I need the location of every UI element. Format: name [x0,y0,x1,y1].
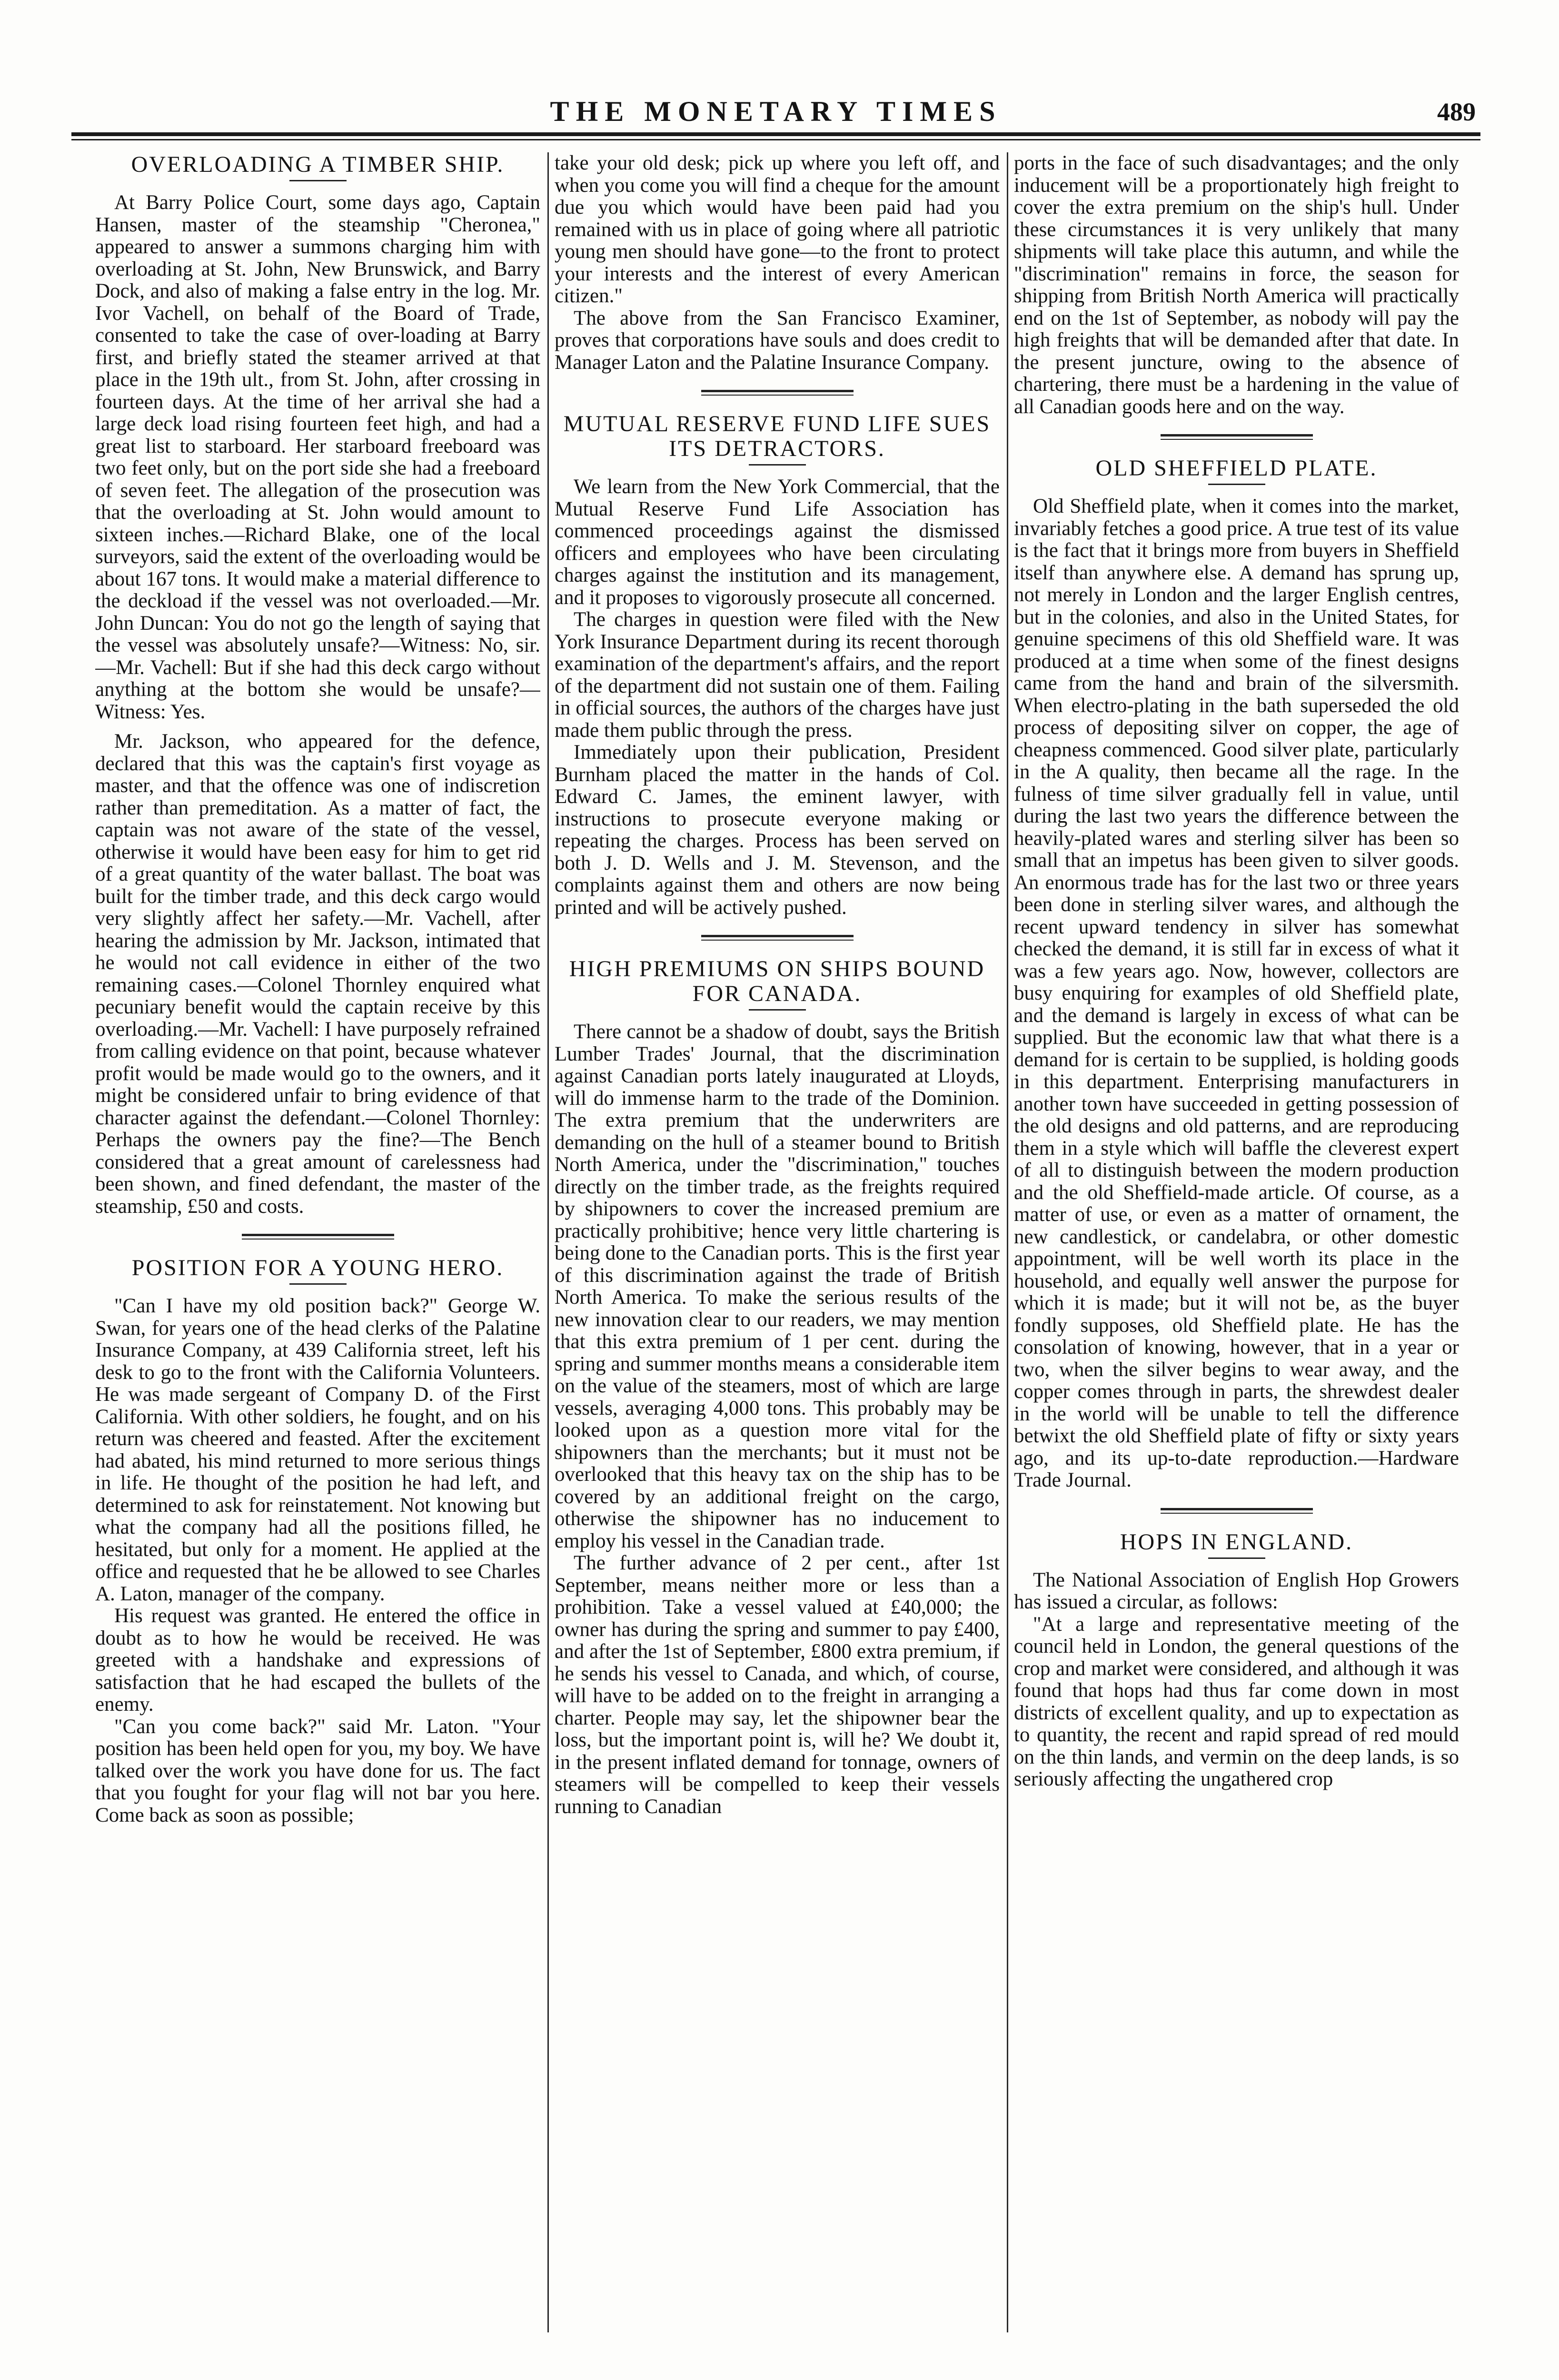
article-paragraph: "At a large and representative meeting of the council held in London, the general questions of the crop and market were considered, and although it was found that hops had thus far come down in most districts of excellent quality, and up to expectation as to quantity, the recent and rapid spread of red mould on the thin lands, and vermin on the deep lands, is so seriously affecting the ungathered crop [1014,1613,1459,1790]
column-2 [555,152,1000,2332]
article-title: POSITION FOR A YOUNG HERO. [131,1255,504,1280]
article-paragraph: The National Association of English Hop Growers has issued a circular, as follows: [1014,1568,1459,1613]
article-paragraph: Mr. Jackson, who appeared for the defence, declared that this was the captain's first voyage as master, and that the offence was one of indiscretion rather than premeditation. As a matter of fact, the captain was not aware of the state of the vessel, otherwise it would have been easy for him to get rid of a great quantity of the water ballast. The boat was built for the timber trade, and this deck cargo would very slightly affect her safety.—Mr. Vachell, after hearing the admission by Mr. Jackson, intimated that he would not call evidence in either of the two remaining cases.—Colonel Thornley enquired what pecuniary benefit would the captain receive by this overloading.—Mr. Vachell: I have purposely refrained from calling evidence on that point, because whatever profit would be made would go to the owners, and it might be considered unfair to bring evidence of that character against the defendant.—Colonel Thornley: Perhaps the owners pay the fine?—The Bench considered that a great amount of carelessness had been shown, and fined defendant, the master of the steamship, £50 and costs. [95,730,540,1218]
article-separator [1161,434,1313,440]
article-title: OLD SHEFFIELD PLATE. [1095,456,1378,481]
header-rule-thin [71,139,1480,140]
header-rule [71,132,1480,136]
title-rule [289,180,347,181]
article-paragraph: "Can you come back?" said Mr. Laton. "Your position has been held open for you, my boy. We have talked over the work you have done for us. The fact that you fought for your flag will not bar you here. Come back as soon as possible; [95,1715,540,1826]
article-paragraph: "Can I have my old position back?" George W. Swan, for years one of the head clerks of the Palatine Insurance Company, at 439 California street, left his desk to go to the front with the California Volunteers. He was made sergeant of Company D. of the First California. With other soldiers, he fought, and on his return was cheered and feasted. After the excitement had abated, his mind returned to more serious things in life. He thought of the position he had left, and determined to ask for reinstatement. Not knowing but what the company had all the positions filled, he hesitated, but only for a moment. He applied at the office and requested that he be allowed to see Charles A. Laton, manager of the company. [95,1295,540,1605]
column-3 [1014,152,1459,2332]
article-paragraph: The further advance of 2 per cent., after 1st September, means neither more or less than a prohibition. Take a vessel valued at £40,000; the owner has during the spring and summer to pay £400, and after the 1st of September, £800 extra premium, if he sends his vessel to Canada, and which, of course, will have to be added on to the freight in arranging a charter. People may say, let the shipowner bear the loss, but the important point is, will he? We doubt it, in the present inflated demand for tonnage, owners of steamers will be compelled to keep their vessels running to Canadian [555,1552,1000,1818]
article-paragraph: Immediately upon their publication, President Burnham placed the matter in the hands of Col. Edward C. James, the eminent lawyer, with instructions to prosecute everyone making or repeating the charges. Process has been served on both J. D. Wells and J. M. Stevenson, and the complaints against them and others are now being printed and will be actively pushed. [555,741,1000,919]
article-paragraph: Old Sheffield plate, when it comes into the market, invariably fetches a good price. A true test of its value is the fact that it brings more from buyers in Sheffield itself than anywhere else. A demand has sprung up, not merely in London and the larger English centres, but in the colonies, and also in the United States, for genuine specimens of this old Sheffield ware. It was produced at a time when some of the finest designs came from the hand and brain of the silversmith. When electro-plating in the bath superseded the old process of depositing silver on copper, the age of cheapness commenced. Good silver plate, particularly in the A quality, then became all the rage. In the fulness of time silver gradually fell in value, until during the last two years the difference between the heavily-plated wares and sterling silver has been so small that an impetus has been given to silver goods. An enormous trade has for the last two or three years been done in sterling silver wares, and although the recent upward tendency in silver has somewhat checked the demand, it is still far in excess of what it was a few years ago. Now, however, collectors are busy enquiring for examples of old Sheffield plate, and the demand is largely in excess of what can be supplied. But the economic law that what there is a demand for is certain to be supplied, is holding goods in this department. Enterprising manufacturers in another town have succeeded in getting possession of the old designs and old patterns, and are reproducing them in a style which will baffle the cleverest expert of all to distinguish between the modern production and the old Sheffield-made article. Of course, as a matter of use, or even as a matter of ornament, the new candlestick, or candelabra, or other domestic appointment, will be well worth its place in the household, and equally well answer the purpose for which it is made; but it will not be, as the buyer fondly supposes, old Sheffield plate. He has the consolation of knowing, however, that in a year or two, when the silver begins to wear away, and the copper comes through in parts, the shrewdest dealer in the world will be unable to tell the difference betwixt the old Sheffield plate of fifty or sixty years ago, and its up-to-date reproduction.—Hardware Trade Journal. [1014,495,1459,1491]
article-paragraph: At Barry Police Court, some days ago, Captain Hansen, master of the steamship "Cheronea," appeared to answer a summons charging him with overloading at St. John, New Brunswick, and Barry Dock, and also of making a false entry in the log. Mr. Ivor Vachell, on behalf of the Board of Trade, consented to take the case of over-loading at Barry first, and briefly stated the steamer arrived at that place in the 19th ult., from St. John, after crossing in fourteen days. At the time of her arrival she had a large deck load rising fourteen feet high, and had a great list to starboard. Her starboard freeboard was two feet only, but on the port side she had a freeboard of seven feet. The allegation of the prosecution was that the overloading at St. John would amount to sixteen inches.—Richard Blake, one of the local surveyors, said the extent of the overloading would be about 167 tons. It would make a material difference to the deckload if the vessel was not overloaded.—Mr. John Duncan: You do not go the length of saying that the vessel was absolutely unsafe?—Witness: No, sir.—Mr. Vachell: But if she had this deck cargo without anything at the bottom she would be unsafe?—Witness: Yes. [95,191,540,723]
article-separator [701,935,854,941]
page-number: 489 [1437,98,1476,126]
column-1 [95,152,540,2332]
article-paragraph: ports in the face of such disadvantages; and the only inducement will be a proportionately high freight to cover the extra premium on the ship's hull. Under these circumstances it is very unlikely that many shipments will take place this autumn, and while the "discrimination" remains in force, the season for shipping from British North America will practically end on the 1st of September, as nobody will pay the high freights that will be demanded after that date. In the present juncture, owing to the absence of chartering, there must be a hardening in the value of all Canadian goods here and on the way. [1014,152,1459,418]
column-divider [1007,152,1008,2332]
title-rule [1208,484,1265,485]
article-paragraph: The charges in question were filed with the New York Insurance Department during its recent thorough examination of the department's affairs, and the report of the department did not sustain one of them. Failing in official sources, the authors of the charges have just made them public through the press. [555,608,1000,742]
article-paragraph: His request was granted. He entered the office in doubt as to how he would be received. He was greeted with a handshake and expressions of satisfaction that he had escaped the bullets of the enemy. [95,1605,540,1716]
article-separator [242,1234,394,1240]
article-paragraph: take your old desk; pick up where you left off, and when you come you will find a cheque for the amount due you which would have been paid had you remained with us in place of going where all patriotic young men should have gone—to the front to protect your interests and the interest of every American citizen." [555,152,1000,307]
title-rule [289,1283,347,1285]
publication-title: THE MONETARY TIMES [550,96,1002,127]
article-separator [701,390,854,396]
article-title: HIGH PREMIUMS ON SHIPS BOUND FOR CANADA. [569,956,985,1006]
article-title: OVERLOADING A TIMBER SHIP. [131,152,505,177]
title-rule [749,1009,806,1011]
article-paragraph: The above from the San Francisco Examiner, proves that corporations have souls and does credit to Manager Laton and the Palatine Insurance Company. [555,307,1000,374]
article-paragraph: We learn from the New York Commercial, that the Mutual Reserve Fund Life Association has commenced proceedings against the dismissed officers and employees who have been circulating charges against the institution and its management, and it proposes to vigorously prosecute all concerned. [555,476,1000,609]
masthead [71,71,1480,143]
column-divider [547,152,549,2332]
article-title: HOPS IN ENGLAND. [1120,1529,1353,1555]
article-paragraph: There cannot be a shadow of doubt, says the British Lumber Trades' Journal, that the discrimination against Canadian ports lately inaugurated at Lloyds, will do immense harm to the trade of the Dominion. The extra premium that the underwriters are demanding on the hull of a steamer bound to British North America, under the "discrimination," touches directly on the timber trade, as the freights required by shipowners to cover the increased premium are practically prohibitive; hence very little chartering is being done to the Canadian ports. This is the first year of this discrimination against the trade of British North America. To make the serious results of the new innovation clear to our readers, we may mention that this extra premium of 1 per cent. during the spring and summer months means a considerable item on the value of the steamers, most of which are large vessels, averaging 4,000 tons. This probably may be looked upon as a question more vital for the shipowners than the merchants; but it must not be overlooked that this heavy tax on the ship has to be covered by an additional freight on the cargo, otherwise the shipowner has no inducement to employ his vessel in the Canadian trade. [555,1021,1000,1552]
article-separator [1161,1508,1313,1514]
title-rule [1208,1557,1265,1559]
title-rule [749,464,806,466]
article-title: MUTUAL RESERVE FUND LIFE SUES ITS DETRACTORS. [563,411,991,461]
